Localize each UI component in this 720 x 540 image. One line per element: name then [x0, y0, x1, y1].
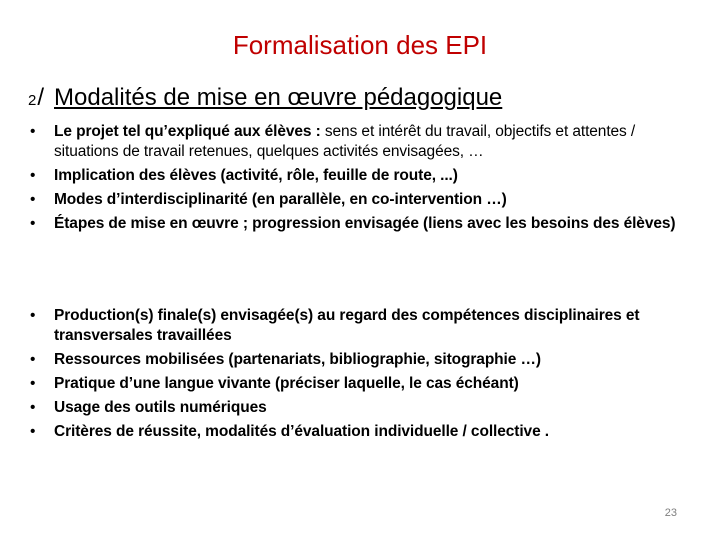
list-item — [30, 422, 695, 442]
list-item-bold-text: Pratique d’une langue vivante (préciser laquelle, le cas échéant) — [54, 375, 519, 392]
bullet-icon: • — [30, 351, 36, 368]
bullet-icon: • — [30, 423, 36, 440]
list-item — [30, 350, 695, 370]
list-item — [30, 398, 695, 418]
bullet-icon: • — [30, 375, 36, 392]
bullet-icon: • — [30, 307, 36, 324]
list-item — [30, 166, 695, 186]
list-item-bold-text: Critères de réussite, modalités d’évaluation individuelle / collective . — [54, 423, 549, 440]
list-item-bold-text: Modes d’interdisciplinarité (en parallèle, en co-intervention …) — [54, 191, 507, 208]
list-item — [30, 190, 695, 210]
section-slash: / — [37, 84, 45, 111]
bullet-list-group-1 — [30, 122, 695, 238]
section-heading — [28, 84, 502, 112]
slide-title: Formalisation des EPI — [232, 30, 488, 60]
bullet-icon: • — [30, 123, 36, 140]
bullet-icon: • — [30, 167, 36, 184]
list-item — [30, 306, 695, 346]
list-item-bold-text: Étapes de mise en œuvre ; progression envisagée (liens avec les besoins des élèves) — [54, 215, 676, 232]
list-item-bold-text: Implication des élèves (activité, rôle, feuille de route, ...) — [54, 167, 458, 184]
bullet-icon: • — [30, 191, 36, 208]
list-item-text: sens et intérêt du travail, objectifs et attentes / situations de travail retenues, quelques activités envisagées, … — [54, 123, 636, 160]
bullet-icon: • — [30, 399, 36, 416]
list-item-bold-text: Production(s) finale(s) envisagée(s) au regard des compétences disciplinaires et transversales travaillées — [54, 307, 640, 344]
section-title: Modalités de mise en œuvre pédagogique — [54, 84, 503, 111]
list-item-bold-text: Ressources mobilisées (partenariats, bibliographie, sitographie …) — [54, 351, 541, 368]
list-item-bold-text: Usage des outils numériques — [54, 399, 267, 416]
section-number: 2 — [28, 92, 37, 109]
bullet-icon: • — [30, 215, 36, 232]
list-item — [30, 214, 695, 234]
list-item — [30, 374, 695, 394]
page-number: 23 — [664, 507, 677, 519]
list-item-bold-text: Le projet tel qu’expliqué aux élèves : — [54, 123, 321, 140]
bullet-list-group-2 — [30, 306, 695, 446]
list-item — [30, 122, 695, 162]
